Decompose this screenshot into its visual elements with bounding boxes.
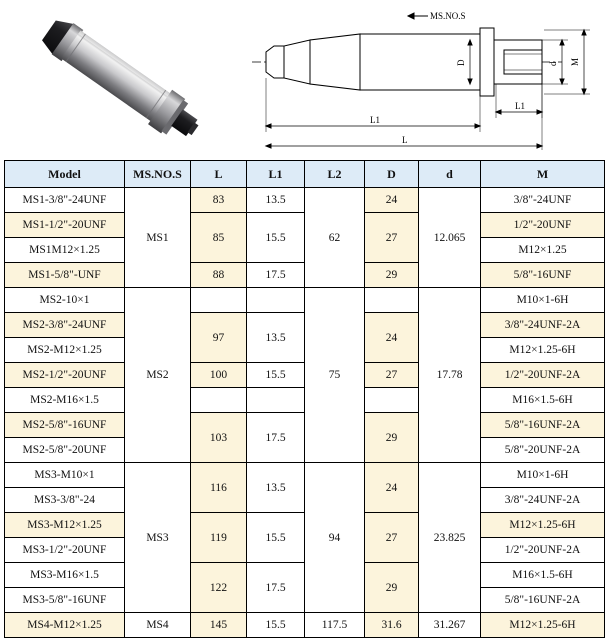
cell-model: MS3-M12×1.25: [5, 513, 125, 538]
cell-d: 12.065: [419, 188, 481, 288]
cell-L: 85: [191, 213, 247, 263]
col-header-L1: L1: [247, 161, 305, 188]
cell-D: 24: [365, 313, 419, 363]
col-header-M: M: [481, 161, 605, 188]
cell-L: 83: [191, 188, 247, 213]
cell-L: 103: [191, 413, 247, 463]
cell-L: 119: [191, 513, 247, 563]
col-header-D: D: [365, 161, 419, 188]
cell-M: M16×1.5-6H: [481, 388, 605, 413]
cell-D: 27: [365, 213, 419, 263]
cell-model: MS2-5/8"-16UNF: [5, 413, 125, 438]
cell-model: MS3-1/2"-20UNF: [5, 538, 125, 563]
dimension-label-D: D: [456, 59, 466, 66]
cell-D: [365, 288, 419, 313]
specification-table: [4, 160, 605, 638]
cell-D: 29: [365, 263, 419, 288]
cell-L1: [247, 288, 305, 313]
cell-M: 5/8"-16UNF-2A: [481, 413, 605, 438]
cell-L: [191, 288, 247, 313]
cell-L: 116: [191, 463, 247, 513]
cell-L1: 13.5: [247, 188, 305, 213]
cell-model: MS2-5/8"-20UNF: [5, 438, 125, 463]
col-header-L: L: [191, 161, 247, 188]
cell-M: 5/8"-16UNF: [481, 263, 605, 288]
cell-model: MS1-1/2"-20UNF: [5, 213, 125, 238]
cell-M: 5/8"-16UNF-2A: [481, 588, 605, 613]
col-header-ms-no-s: MS.NO.S: [125, 161, 191, 188]
illustration-area: [0, 0, 608, 160]
cell-L: 100: [191, 363, 247, 388]
cell-M: M12×1.25-6H: [481, 513, 605, 538]
cell-L1: 15.5: [247, 513, 305, 563]
cell-M: 3/8"-24UNF: [481, 188, 605, 213]
cell-L1: 13.5: [247, 313, 305, 363]
cell-L1: 17.5: [247, 413, 305, 463]
cell-model: MS2-3/8"-24UNF: [5, 313, 125, 338]
col-header-model: Model: [5, 161, 125, 188]
cell-L: 88: [191, 263, 247, 288]
cell-L: 145: [191, 613, 247, 638]
product-photo: [4, 6, 228, 156]
cell-D: 29: [365, 563, 419, 613]
cell-M: 3/8"-24UNF-2A: [481, 313, 605, 338]
table-header-row: [5, 161, 605, 188]
cell-model: MS3-5/8"-16UNF: [5, 588, 125, 613]
table-row: [5, 188, 605, 213]
cell-L: [191, 388, 247, 413]
cell-model: MS1M12×1.25: [5, 238, 125, 263]
cell-model: MS3-3/8"-24: [5, 488, 125, 513]
cell-M: M12×1.25: [481, 238, 605, 263]
cell-L2: 75: [305, 288, 365, 463]
dimension-label-L1: L1: [515, 101, 525, 111]
cell-model: MS2-1/2"-20UNF: [5, 363, 125, 388]
col-header-L2: L2: [305, 161, 365, 188]
cell-M: 1/2"-20UNF-2A: [481, 538, 605, 563]
cell-L2: 62: [305, 188, 365, 288]
dimension-label-d: d: [548, 61, 558, 66]
cell-L2: 94: [305, 463, 365, 613]
cell-D: [365, 388, 419, 413]
table-row: [5, 463, 605, 488]
cell-M: 1/2"-20UNF: [481, 213, 605, 238]
cell-M: M10×1-6H: [481, 463, 605, 488]
table-row: [5, 288, 605, 313]
ms-no-s-callout-label: MS.NO.S: [430, 11, 466, 21]
cell-L2: 117.5: [305, 613, 365, 638]
cell-ms-no-s: MS4: [125, 613, 191, 638]
cell-L1: 15.5: [247, 363, 305, 388]
cell-d: 23.825: [419, 463, 481, 613]
cell-ms-no-s: MS1: [125, 188, 191, 288]
table-row: [5, 613, 605, 638]
cell-D: 24: [365, 463, 419, 513]
dimension-label-M: M: [570, 57, 580, 66]
cell-M: M12×1.25-6H: [481, 613, 605, 638]
cell-model: MS1-5/8"-UNF: [5, 263, 125, 288]
cell-L1: 17.5: [247, 263, 305, 288]
table-body: [5, 188, 605, 638]
cell-model: MS3-M10×1: [5, 463, 125, 488]
cell-model: MS2-M16×1.5: [5, 388, 125, 413]
cell-L1: [247, 388, 305, 413]
cell-M: M10×1-6H: [481, 288, 605, 313]
col-header-d: d: [419, 161, 481, 188]
cell-ms-no-s: MS3: [125, 463, 191, 613]
cell-L1: 17.5: [247, 563, 305, 613]
cell-D: 31.6: [365, 613, 419, 638]
cell-M: 5/8"-20UNF-2A: [481, 438, 605, 463]
cell-L: 122: [191, 563, 247, 613]
dimension-label-L: L: [402, 135, 408, 145]
cell-d: 31.267: [419, 613, 481, 638]
cell-L1: 15.5: [247, 213, 305, 263]
technical-drawing: [232, 0, 606, 158]
cell-model: MS2-M12×1.25: [5, 338, 125, 363]
cell-L: 97: [191, 313, 247, 363]
cell-L1: 13.5: [247, 463, 305, 513]
cell-M: 1/2"-20UNF-2A: [481, 363, 605, 388]
cell-D: 29: [365, 413, 419, 463]
cell-L1: 15.5: [247, 613, 305, 638]
dimension-label-L2: L1: [370, 115, 380, 125]
cell-model: MS3-M16×1.5: [5, 563, 125, 588]
cell-d: 17.78: [419, 288, 481, 463]
cell-M: M16×1.5-6H: [481, 563, 605, 588]
cell-model: MS1-3/8"-24UNF: [5, 188, 125, 213]
cell-D: 27: [365, 363, 419, 388]
cell-D: 24: [365, 188, 419, 213]
cell-model: MS4-M12×1.25: [5, 613, 125, 638]
cell-M: M12×1.25-6H: [481, 338, 605, 363]
cell-D: 27: [365, 513, 419, 563]
cell-ms-no-s: MS2: [125, 288, 191, 463]
cell-M: 3/8"-24UNF-2A: [481, 488, 605, 513]
cell-model: MS2-10×1: [5, 288, 125, 313]
